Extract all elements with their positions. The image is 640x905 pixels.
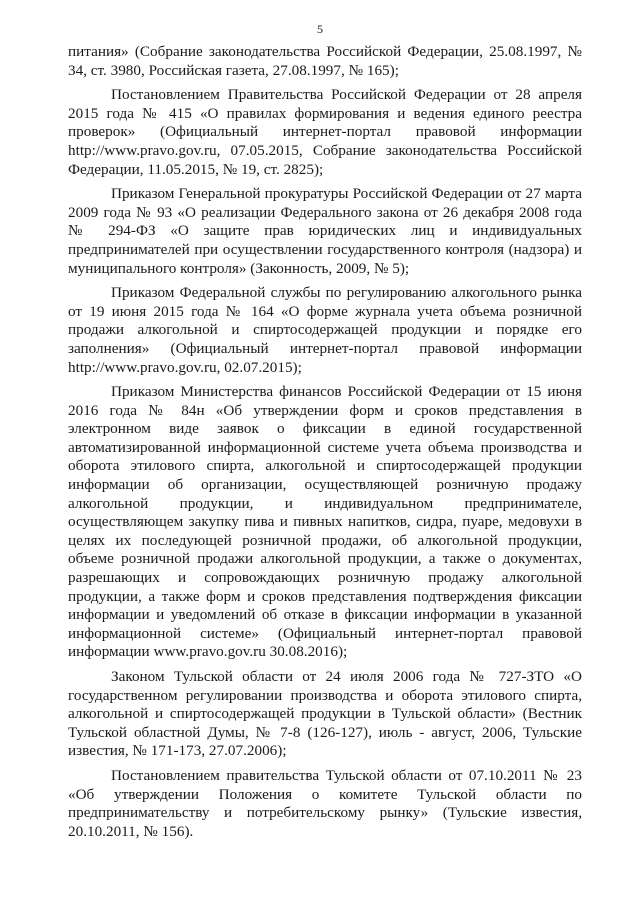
page-number: 5 (317, 22, 323, 36)
paragraph-government-decree-415: Постановлением Правительства Российской Федерации от 28 апреля 2015 года № 415 «О правилах формирования и ведения единого реестра проверок» (Официальный интернет-портал правовой информации http://www.pravo.gov.ru, 07.05.2015, Собрание законодательства Российской Федерации, 11.05.2015, № 19, ст. 2825); (68, 86, 582, 178)
paragraph-tula-law-727: Законом Тульской области от 24 июля 2006 года № 727-ЗТО «О государственном регулировании производства и оборота этилового спирта, алкогольной и спиртосодержащей продукции в Тульской области» (Вестник Тульской областной Думы, № 7-8 (126-127), июль - август, 2006, Тульские известия, № 171-173, 27.07.2006); (68, 668, 582, 760)
paragraph-finance-ministry-order-84n: Приказом Министерства финансов Российской Федерации от 15 июня 2016 года № 84н «Об утверждении форм и сроков представления в электронном виде заявок о фиксации в единой государственной автоматизированной информационной системе учета объема производства и оборота этилового спирта, алкогольной и спиртосодержащей продукции информации об организации, осуществляющей розничную продажу алкогольной продукции, и индивидуальном предпринимателе, осуществляющем закупку пива и пивных напитков, сидра, пуаре, медовухи в целях их последующей розничной продажи, об алкогольной продукции, объеме розничной продажи алкогольной продукции, а также о документах, разрешающих и сопровождающих розничную продажу алкогольной продукции, а также форм и сроков представления подтверждения фиксации информации и уведомлений об отказе в фиксации информации в указанной информационной системе» (Официальный интернет-портал правовой информации www.pravo.gov.ru 30.08.2016); (68, 383, 582, 661)
paragraph-alcohol-regulation-order-164: Приказом Федеральной службы по регулированию алкогольного рынка от 19 июня 2015 года № 164 «О форме журнала учета объема розничной продажи алкогольной и спиртосодержащей продукции и порядке его заполнения» (Официальный интернет-портал правовой информации http://www.pravo.gov.ru, 02.07.2015); (68, 284, 582, 376)
paragraph-continuation: питания» (Собрание законодательства Российской Федерации, 25.08.1997, № 34, ст. 3980, Российская газета, 27.08.1997, № 165); (68, 43, 582, 79)
paragraph-tula-decree-23: Постановлением правительства Тульской области от 07.10.2011 № 23 «Об утверждении Положения о комитете Тульской области по предпринимательству и потребительскому рынку» (Тульские известия, 20.10.2011, № 156). (68, 766, 582, 840)
document-body (68, 43, 582, 847)
paragraph-prosecutor-order-93: Приказом Генеральной прокуратуры Российской Федерации от 27 марта 2009 года № 93 «О реализации Федерального закона от 26 декабря 2008 года № 294-ФЗ «О защите прав юридических лиц и индивидуальных предпринимателей при осуществлении государственного контроля (надзора) и муниципального контроля» (Законность, 2009, № 5); (68, 185, 582, 277)
